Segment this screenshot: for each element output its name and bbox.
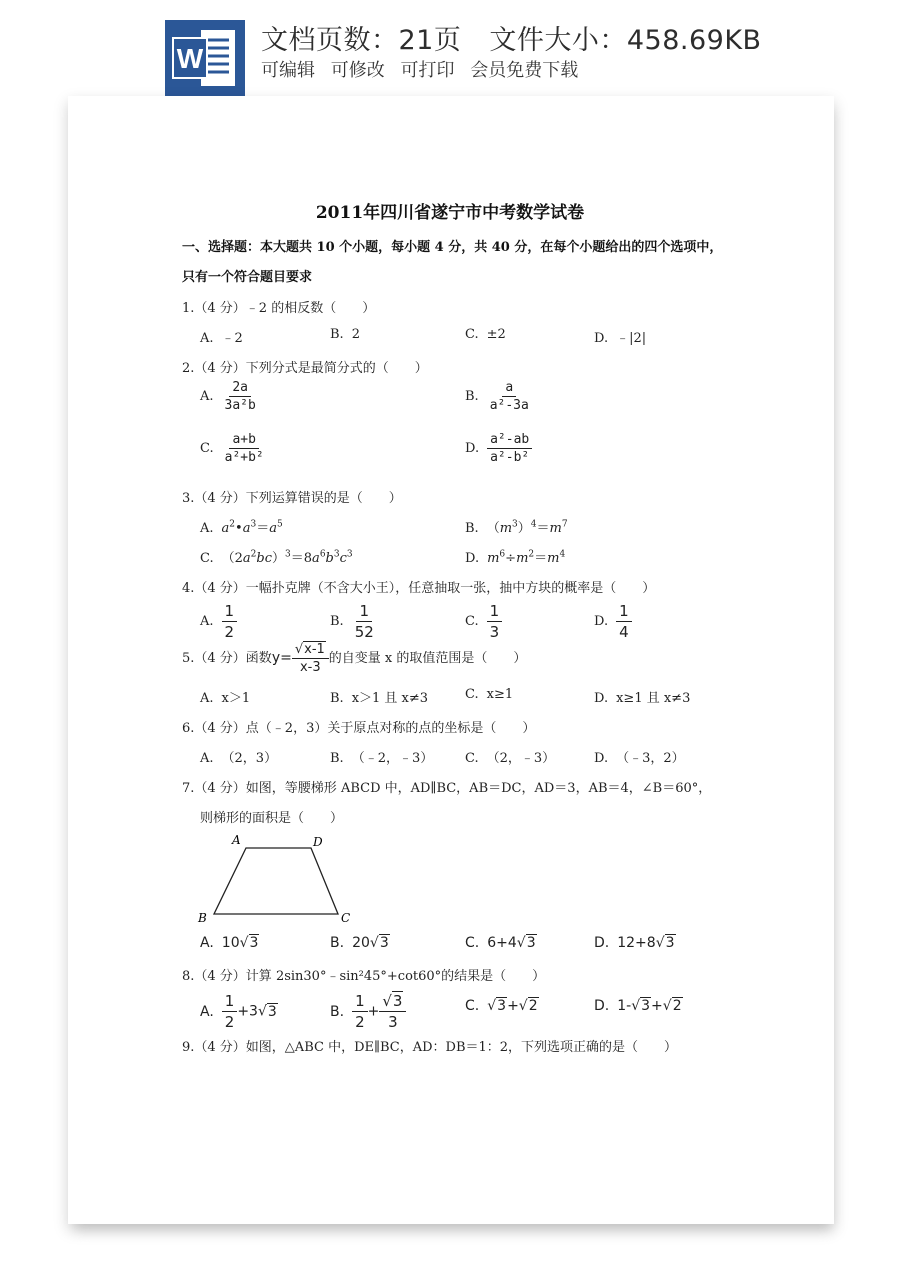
q1-option-a: A. ﹣2 <box>200 331 243 346</box>
page-count: 文档页数：21页 <box>261 25 462 56</box>
vertex-c-label: C <box>341 911 351 925</box>
exam-title: 2011年四川省遂宁市中考数学试卷 <box>315 203 585 223</box>
feature-editable: 可编辑 <box>261 60 315 81</box>
q8-option-d: D. 1-√3+√2 <box>594 998 682 1014</box>
q4-option-b: B. $\frac{1}{52}$ <box>330 602 374 641</box>
feature-printable: 可打印 <box>400 60 455 81</box>
q7-option-b: B. 20√3 <box>330 935 389 951</box>
q7-option-a: A. 10√3 <box>200 935 259 951</box>
download-banner <box>0 0 900 96</box>
question-2: 2.（4 分）下列分式是最简分式的（ ） <box>182 361 428 376</box>
q6-option-d: D. （﹣3，2） <box>594 751 685 766</box>
question-9: 9.（4 分）如图，△ABC 中，DE∥BC，AD：DB＝1：2，下列选项正确的是（ ） <box>182 1040 678 1055</box>
q2-option-a: A. $\frac{2a}{\text{3a²b}}$ <box>200 380 256 413</box>
q7-option-d: D. 12+8√3 <box>594 935 675 951</box>
question-6: 6.（4 分）点（﹣2，3）关于原点对称的点的坐标是（ ） <box>182 721 536 736</box>
q7-option-c: C. 6+4√3 <box>465 935 536 951</box>
q1-option-d: D. ﹣|2| <box>594 331 647 346</box>
section-heading-cont: 只有一个符合题目要求 <box>182 270 313 285</box>
vertex-d-label: D <box>313 835 323 849</box>
q6-option-b: B. （﹣2，﹣3） <box>330 751 434 766</box>
feature-free-download[interactable]: 会员免费下载 <box>470 60 579 81</box>
vertex-a-label: A <box>232 833 241 847</box>
q2-option-b: B. $\frac{a}{\text{a²-3a}}$ <box>465 380 529 413</box>
q6-option-c: C. （2，﹣3） <box>465 751 556 766</box>
section-heading: 一、选择题：本大题共 10 个小题，每小题 4 分，共 40 分，在每个小题给出的四个选项中， <box>182 240 723 255</box>
file-size: 文件大小：458.69KB <box>489 25 762 56</box>
q8-option-b: B. $\frac{1}{2}$ + $\frac{√3}{3}$ <box>330 992 406 1031</box>
q2-option-d: D. $\frac{\text{a²-ab}}{\text{a²-b²}}$ <box>465 432 532 465</box>
question-1: 1.（4 分）﹣2 的相反数（ ） <box>182 301 376 316</box>
question-3: 3.（4 分）下列运算错误的是（ ） <box>182 491 402 506</box>
q2-option-c: C. $\frac{a+b}{\text{a²+b²}}$ <box>200 432 264 465</box>
trapezoid-figure <box>196 830 366 926</box>
file-info <box>261 18 762 57</box>
q8-option-a: A. $\frac{1}{2}$ +3√3 <box>200 992 277 1031</box>
question-8: 8.（4 分）计算 2sin30°﹣sin²45°+cot60°的结果是（ ） <box>182 969 546 984</box>
vertex-b-label: B <box>198 911 207 925</box>
svg-text:W: W <box>176 43 204 74</box>
question-7-cont: 则梯形的面积是（ ） <box>200 811 344 826</box>
q5-option-d: D. x≥1 且 x≠3 <box>594 691 691 706</box>
q3-option-b: B. $(m^3)^4=m^7$ <box>465 519 568 536</box>
q1-option-b: B. 2 <box>330 327 360 342</box>
feature-modifiable: 可修改 <box>330 60 385 81</box>
word-document-icon <box>165 20 245 96</box>
q3-option-d: D. $m^6\div m^2=m^4$ <box>465 549 566 566</box>
q3-option-a: A. $a^2•a^3=a^5$ <box>200 519 283 536</box>
q1-option-c: C. ±2 <box>465 327 506 342</box>
question-5: 5.（4 分）函数y= $\frac{√x-1}{x-3}$ 的自变量 x 的取值范围是（ ） <box>182 642 527 675</box>
question-4: 4.（4 分）一幅扑克牌（不含大小王），任意抽取一张，抽中方块的概率是（ ） <box>182 581 656 596</box>
q5-option-a: A. x＞1 <box>200 691 251 706</box>
question-7: 7.（4 分）如图，等腰梯形 ABCD 中，AD∥BC，AB＝DC，AD＝3，AB＝4，∠B＝60°， <box>182 781 712 796</box>
q4-option-a: A. $\frac{1}{2}$ <box>200 602 237 641</box>
q4-option-d: D. $\frac{1}{4}$ <box>594 602 632 641</box>
q4-option-c: C. $\frac{1}{3}$ <box>465 602 502 641</box>
q3-option-c: C. $(2a^2bc)^3=8a^6b^3c^3$ <box>200 549 353 566</box>
q6-option-a: A. （2，3） <box>200 751 278 766</box>
q8-option-c: C. √3+√2 <box>465 998 538 1014</box>
q5-option-b: B. x＞1 且 x≠3 <box>330 691 429 706</box>
q5-option-c: C. x≥1 <box>465 687 514 702</box>
feature-list <box>261 56 588 82</box>
